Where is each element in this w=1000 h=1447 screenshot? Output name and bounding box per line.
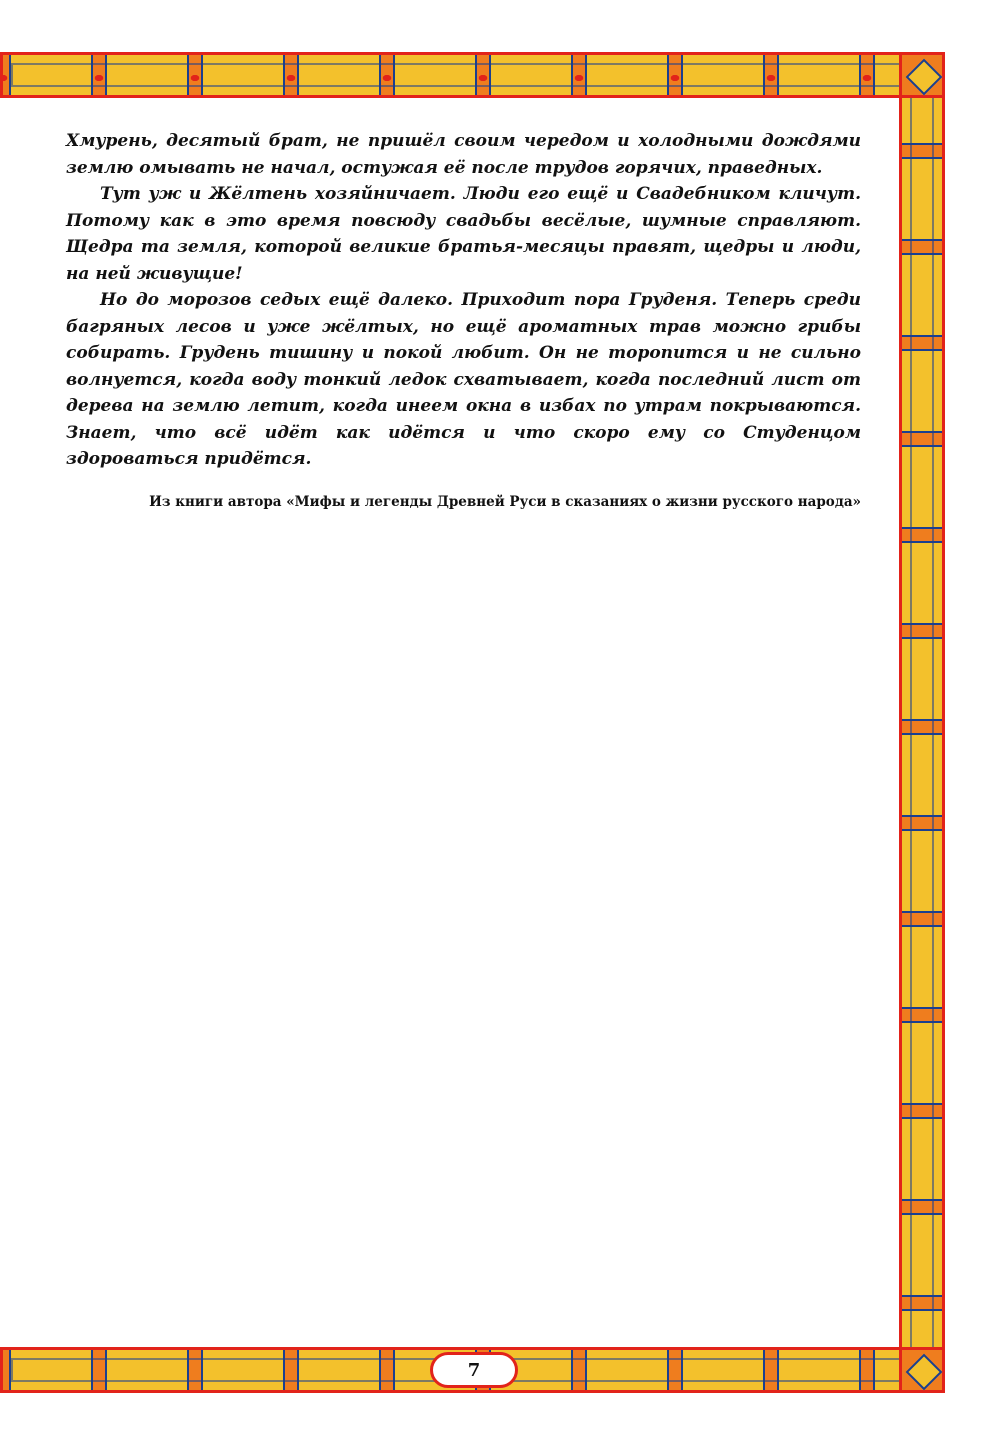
ornament-corner-top-right xyxy=(899,52,945,98)
paragraph-zhelten: Тут уж и Жёлтень хозяйничает. Люди его ещё и Свадебником кличут. Потому как в это время повсюду свадьбы весёлые, шумные справляют. Щедра та земля, которой великие братья-месяцы правят, щедры и люди, на ней живущие! xyxy=(66,184,861,284)
ornament-inner-line xyxy=(910,63,934,1382)
ornament-motif-icon xyxy=(906,59,943,96)
source-note: Из книги автора «Мифы и легенды Древней Руси в сказаниях о жизни русского народа» xyxy=(149,493,861,510)
ornamental-border-right xyxy=(899,52,945,1393)
ornament-motif-icon xyxy=(906,1354,943,1391)
ornament-inner-line xyxy=(11,63,934,87)
paragraph-khmuren: Хмурень, десятый брат, не пришёл своим чередом и холодными дождями землю омывать не начал, остужая её после трудов горячих, праведных. xyxy=(66,131,861,178)
ornamental-border-top xyxy=(0,52,945,98)
page-number-plate xyxy=(430,1352,518,1388)
paragraph-gruden: Но до морозов седых ещё далеко. Приходит пора Груденя. Теперь среди багряных лесов и уже жёлтых, но ещё ароматных трав можно грибы собирать. Грудень тишину и покой любит. Он не торопится и не сильно волнуется, когда воду тонкий ледок схватывает, когда последний лист от дерева на землю летит, когда инеем окна в избах по утрам покрываются. Знает, что всё идёт как идётся и что скоро ему со Студенцом здороваться придётся. xyxy=(66,290,861,469)
main-text xyxy=(66,128,861,511)
page-number: 7 xyxy=(467,1359,481,1381)
ornament-corner-bottom-right xyxy=(899,1347,945,1393)
